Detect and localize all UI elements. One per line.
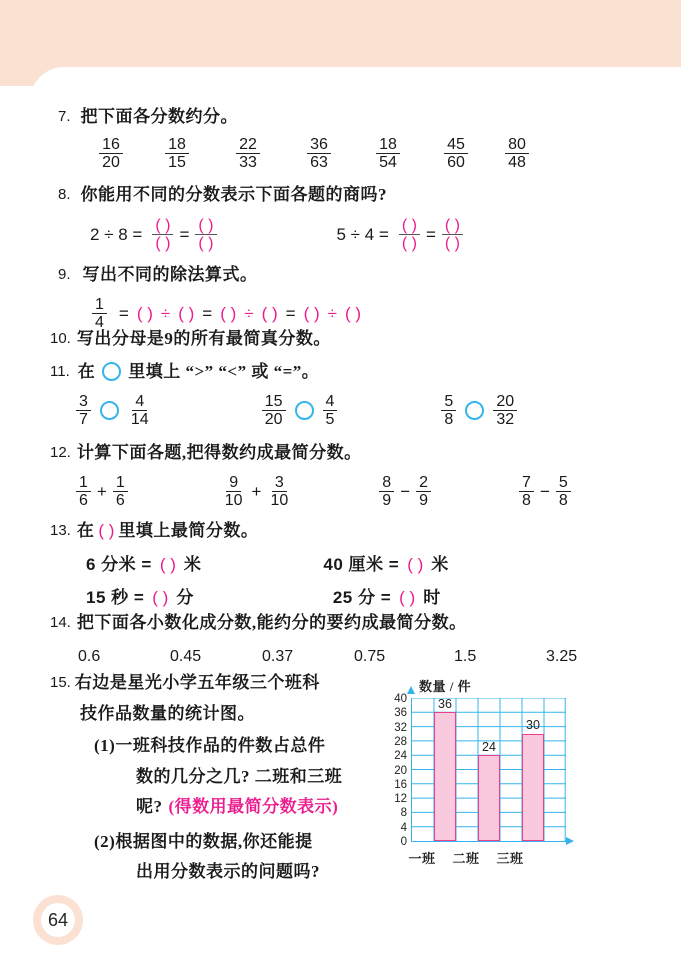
answer-blank[interactable]: ( ) (303, 304, 320, 324)
question-14-prompt: 把下面各小数化成分数,能约分的要约成最简分数。 (76, 613, 467, 632)
equals-sign: = (425, 225, 436, 245)
equals-sign: = (285, 304, 296, 324)
question-11-number: 11. (50, 362, 70, 380)
page-number: 64 (41, 903, 75, 937)
question-14 (50, 610, 577, 669)
decimal-item: 0.6 (78, 647, 101, 665)
conversion-unit: 米 (183, 554, 202, 574)
answer-blank[interactable]: ( ) (344, 304, 362, 324)
x-axis-category-label: 一班 (408, 851, 436, 866)
question-7 (58, 104, 544, 172)
answer-blank[interactable]: ( ) (152, 588, 169, 607)
sub-item-line-3 (136, 794, 380, 820)
operator: + (96, 482, 107, 502)
fraction-item: $\frac{18}{15}$ (144, 136, 210, 173)
bar-value-label: 30 (526, 718, 540, 732)
fraction-item: $\frac{7}{8}$ (519, 474, 534, 511)
fraction-item: $\frac{18}{54}$ (356, 136, 420, 173)
fraction-item: $\frac{3}{10}$ (270, 473, 289, 510)
decimal-item: 1.5 (454, 647, 477, 665)
conversion-lhs: 25 分 = (332, 588, 392, 607)
decimal-item: 0.75 (354, 647, 386, 665)
question-11-prompt-after: 里填上 “>” “<” 或 “=”。 (128, 362, 320, 381)
fraction-item: $\frac{20}{32}$ (493, 393, 517, 430)
question-9-heading (58, 262, 365, 288)
conversion-unit: 分 (176, 588, 194, 607)
bar-class-1 (434, 712, 456, 841)
fraction-item: $\frac{9}{10}$ (224, 473, 243, 510)
question-12-expressions (74, 474, 573, 511)
blank-fraction: $\frac{( )}{( )}$ (442, 217, 463, 254)
question-13-heading (50, 518, 453, 544)
answer-blank[interactable]: ( ) (178, 304, 195, 324)
conversion-lhs: 6 分米 = (86, 554, 152, 574)
question-12-number: 12. (50, 443, 71, 461)
answer-blank[interactable]: ( ) (136, 304, 153, 324)
question-13-row-1 (82, 552, 453, 578)
bar-class-2 (478, 755, 500, 841)
sub-item-line-1: 一班科技作品的件数占总件 (115, 736, 326, 755)
y-tick: 12 (394, 793, 407, 806)
decimal-item: 0.37 (262, 647, 294, 665)
page-number-badge (33, 895, 83, 945)
x-axis-arrow-icon (566, 837, 574, 845)
question-14-heading (50, 610, 577, 636)
question-7-heading (58, 104, 544, 130)
question-9-prompt: 写出不同的除法算式。 (82, 265, 258, 284)
chart-axis-title: 数量 / 件 (419, 679, 472, 694)
y-tick: 28 (394, 735, 407, 748)
fraction-item: $\frac{4}{5}$ (323, 393, 338, 430)
question-10-heading (50, 326, 331, 352)
x-axis-category-label: 三班 (496, 851, 524, 866)
question-8 (58, 182, 465, 253)
conversion-lhs: 40 厘米 = (323, 554, 400, 574)
question-13 (50, 518, 453, 611)
q8-expr-2-lhs: 5 ÷ 4 = (336, 225, 389, 245)
fraction-item: $\frac{36}{63}$ (286, 136, 352, 173)
operator: − (400, 482, 411, 502)
y-tick: 36 (394, 707, 407, 720)
decimal-item: 0.45 (170, 647, 202, 665)
fraction-item: $\frac{45}{60}$ (424, 136, 488, 173)
q8-expr-1-lhs: 2 ÷ 8 = (90, 225, 143, 245)
chart-plot-area (411, 698, 566, 842)
question-10-number: 10. (50, 329, 71, 347)
question-8-number: 8. (58, 185, 71, 203)
question-15-line-2: 技作品数量的统计图。 (80, 703, 255, 723)
answer-circle-icon[interactable] (465, 401, 484, 420)
y-tick: 24 (394, 750, 407, 763)
question-9 (58, 262, 365, 332)
sub-item-line-1: 根据图中的数据,你还能提 (115, 831, 313, 851)
fraction-item: $\frac{4}{14}$ (130, 392, 149, 429)
y-tick: 8 (400, 807, 407, 820)
fraction-item: $\frac{1}{6}$ (113, 474, 128, 511)
fraction-item: $\frac{8}{9}$ (379, 474, 394, 511)
question-12 (50, 440, 573, 510)
question-13-prompt-before: 在 (76, 521, 95, 540)
question-8-equations (86, 217, 465, 254)
question-14-decimal-list (78, 645, 577, 669)
equals-sign: = (179, 225, 190, 245)
sub-item-line-3-plain: 呢? (136, 797, 163, 816)
question-11-prompt-before: 在 (77, 362, 96, 381)
decimal-item: 3.25 (546, 647, 578, 665)
question-15-heading (50, 670, 380, 696)
question-12-prompt: 计算下面各题,把得数约成最简分数。 (76, 443, 362, 462)
question-10 (50, 326, 331, 352)
bar-value-label: 24 (482, 739, 496, 754)
answer-blank[interactable]: ( ) (220, 304, 237, 324)
question-13-row-2 (82, 585, 453, 611)
fraction-item: $\frac{1}{6}$ (76, 474, 91, 511)
sub-item-line-2: 出用分数表示的问题吗? (136, 862, 320, 881)
fraction-item: $\frac{22}{33}$ (214, 136, 282, 173)
question-11-heading (50, 359, 519, 385)
operator: − (539, 482, 550, 502)
question-9-number: 9. (58, 265, 71, 283)
fraction-one-fourth: $\frac{1}{4}$ (92, 296, 107, 333)
bar-value-label: 36 (438, 697, 452, 711)
question-10-prompt: 写出分母是9的所有最简真分数。 (76, 329, 331, 348)
sub-item-line-2: 数的几分之几? 二班和三班 (136, 766, 343, 786)
question-8-heading (58, 182, 465, 208)
question-7-prompt: 把下面各分数约分。 (80, 107, 239, 126)
question-7-number: 7. (58, 107, 71, 125)
divide-sign: ÷ (327, 304, 337, 324)
equals-sign: = (202, 304, 213, 324)
question-15-number: 15. (50, 673, 71, 691)
y-tick: 16 (394, 778, 407, 791)
fraction-item: $\frac{5}{8}$ (556, 474, 571, 511)
y-tick: 0 (400, 836, 407, 848)
answer-blank[interactable]: ( ) (261, 304, 278, 324)
y-tick: 20 (394, 764, 407, 777)
blank-fraction: $\frac{( )}{( )}$ (152, 217, 173, 254)
question-15-sub-2 (94, 829, 380, 855)
bar-class-3 (522, 734, 544, 841)
fraction-item: $\frac{3}{7}$ (76, 393, 91, 430)
question-12-heading (50, 440, 573, 466)
answer-circle-icon[interactable] (295, 401, 314, 420)
fraction-item: $\frac{5}{8}$ (441, 393, 456, 430)
question-15 (50, 670, 380, 885)
question-11-comparisons (74, 393, 519, 430)
question-15-sub-1 (94, 733, 380, 759)
fraction-item: $\frac{80}{48}$ (492, 136, 542, 173)
answer-blank[interactable]: ( ) (98, 521, 115, 540)
question-15-line-1: 右边是星光小学五年级三个班科 (74, 673, 320, 692)
answer-blank[interactable]: ( ) (407, 554, 424, 574)
sub-item-hint: (得数用最简分数表示) (168, 797, 339, 816)
fraction-item: $\frac{15}{20}$ (262, 393, 286, 430)
conversion-unit: 米 (431, 554, 449, 574)
question-14-number: 14. (50, 613, 71, 631)
fraction-item: $\frac{16}{20}$ (82, 136, 140, 173)
equals-sign: = (118, 304, 129, 324)
blank-fraction: $\frac{( )}{( )}$ (399, 217, 420, 254)
y-tick: 40 (394, 693, 407, 705)
operator: + (251, 482, 262, 502)
divide-sign: ÷ (244, 304, 254, 324)
y-axis-arrow-icon (407, 686, 415, 694)
y-tick: 32 (394, 721, 407, 734)
answer-blank[interactable]: ( ) (399, 588, 416, 607)
answer-blank[interactable]: ( ) (159, 554, 176, 574)
sub-item-label: (1) (94, 736, 116, 755)
conversion-lhs: 15 秒 = (86, 588, 145, 607)
question-13-prompt-after: 里填上最简分数。 (118, 521, 259, 540)
answer-circle-icon[interactable] (102, 362, 121, 381)
question-11 (50, 359, 519, 429)
conversion-unit: 时 (423, 588, 441, 607)
y-tick: 4 (400, 821, 407, 834)
blank-fraction: $\frac{( )}{( )}$ (195, 217, 216, 254)
question-8-prompt: 你能用不同的分数表示下面各题的商吗? (80, 185, 388, 204)
bar-chart-figure (383, 672, 573, 877)
x-axis-category-label: 二班 (452, 851, 480, 866)
divide-sign: ÷ (160, 304, 171, 324)
fraction-item: $\frac{2}{9}$ (416, 474, 431, 511)
answer-circle-icon[interactable] (100, 401, 119, 420)
sub-item-label: (2) (94, 831, 116, 851)
question-13-number: 13. (50, 521, 71, 539)
question-7-fraction-list (80, 136, 544, 173)
